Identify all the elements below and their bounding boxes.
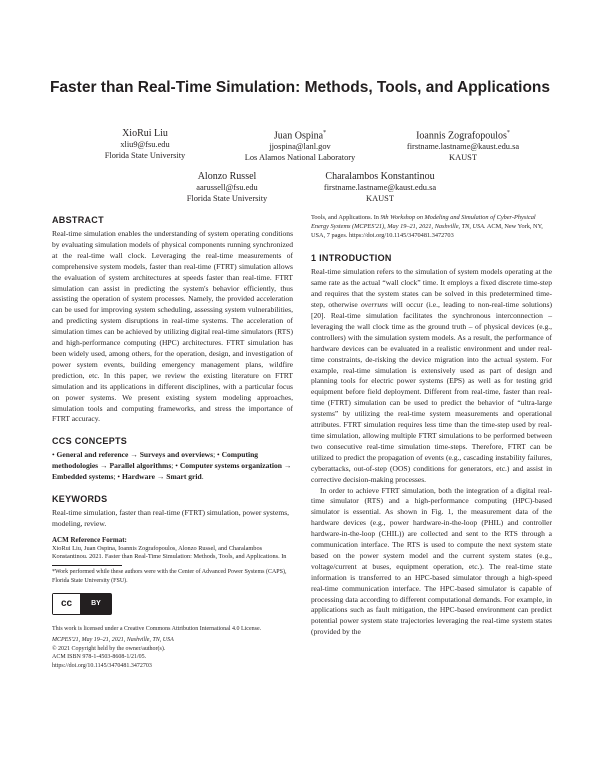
author-email: firstname.lastname@kaust.edu.sa: [406, 142, 520, 152]
author-name: Charalambos Konstantinou: [325, 171, 435, 182]
author-email: firstname.lastname@kaust.edu.sa: [323, 183, 437, 192]
license-venue: MCPES'21, May 19–21, 2021, Nashville, TN, USA: [52, 636, 174, 643]
author-affiliation: Florida State University: [104, 150, 186, 160]
ccs-general: Computer systems organization: [179, 461, 282, 471]
author-name: XioRui Liu: [122, 128, 168, 139]
author-footnote-mark: *: [506, 130, 510, 136]
cc-icon: cc: [53, 594, 81, 614]
ccs-concepts: • General and reference → Surveys and overviews; • Computing methodologies → Parallel algorithms; • Computer systems organization → Embedded systems; • Hardware → Smart grid.: [52, 450, 292, 482]
license-copyright: © 2021 Copyright held by the owner/author(s).: [52, 645, 166, 652]
author-block: [210, 127, 390, 163]
author-block: [55, 127, 235, 161]
footnote: *Work performed while these authors were with the Center of Advanced Power Systems (CAPS), Florida State University (FSU).: [52, 569, 287, 584]
reference-format-text: XioRui Liu, Juan Ospina, Ioannis Zografopoulos, Alonzo Russel, and Charalambos Konstantinou. 2021. Faster than Real-Time Simulation: Methods, Tools, and Applications. In: [52, 544, 287, 561]
ccs-general: Computing methodologies: [52, 450, 259, 471]
ccs-specific: Smart grid: [166, 472, 202, 482]
license-text: This work is licensed under a Creative Commons Attribution International 4.0 License.: [52, 626, 262, 633]
abstract-text: Real-time simulation enables the understanding of system operating conditions by evaluating simulation models of physical components running synchronized at the real-time wall clock. Leveraging the real-time measurements of comprehensive system models, faster than real-time (FTRT) simulation allows the evaluation of system architectures at speeds faster than real-time. FTRT simulation can assist in predicting the system's behavior efficiently, thus assisting the operation of system processes. Namely, the provided acceleration can be used for improving system scheduling, assessing system vulnerabilities, and predicting system disruptions in real-time systems. The acceleration of simulation times can be achieved by utilizing digital real-time simulators (RTS) and high-performance computing (HPC) architectures. FTRT simulation has been widely used, among others, for the operation, design, and investigation of power system events, building emergency management plans, wildfire prediction, etc. In this paper, we review the existing literature on FTRT simulation and its applications in different disciplines, with a particular focus on power systems. We present existing system modeling approaches, simulation tools and computing frameworks, and stress the importance of FTRT accuracy.: [52, 229, 293, 424]
license-doi: https://doi.org/10.1145/3470481.3472703: [52, 662, 152, 669]
author-email: aarussell@fsu.edu: [196, 183, 258, 192]
author-affiliation: Los Alamos National Laboratory: [244, 152, 356, 162]
ccs-specific: Embedded systems: [52, 472, 114, 482]
ccs-general: General and reference: [56, 450, 129, 460]
author-name: Alonzo Russel: [197, 171, 257, 182]
left-column: [52, 214, 293, 670]
keywords-text: Real-time simulation, faster than real-time (FTRT) simulation, power systems, modeling, review.: [52, 508, 290, 528]
abstract-heading: ABSTRACT: [52, 215, 104, 225]
license-isbn: ACM ISBN 978-1-4503-8608-1/21/05.: [52, 654, 147, 661]
author-email: jjospina@lanl.gov: [269, 142, 331, 152]
introduction-heading: 1 INTRODUCTION: [311, 253, 392, 264]
keywords-heading: KEYWORDS: [52, 494, 108, 505]
by-icon: BY: [81, 594, 111, 614]
reference-format-continued: Tools, and Applications. In 9th Workshop on Modeling and Simulation of Cyber-Physical Energy Systems (MCPES'21), May 19–21, 2021, Nashville, TN, USA. ACM, New York, NY, USA, 7 pages. https://doi.org/10.1145/3470481.3472703: [311, 214, 543, 239]
ccs-specific: Surveys and overviews: [139, 450, 214, 460]
introduction-paragraph: In order to achieve FTRT simulation, both the integration of a digital real-time simulator (RTS) and a high-performance computing (HPC)-based simulator is essential. As shown in Fig. 1, the measurement data of the hardware devices (e.g., power hardware-in-the-loop (PHIL) and controller hardware-in-the-loop (CHIL)) are collected and sent to the RTS through a communication interface. The RTS is used to compute the next system state based on the power system model and the current system states (e.g., voltage/current at buses, equipment operation, etc.). The real-time state information is transferred to an HPC-based simulator through a high-speed real-time communication interface. The HPC-based simulator is capable of processing data according to different computational demands. For example, in applications such as fault mitigation, the HPC-based environment can predict potential power system state trajectories leveraging the real-time system states (provided by the: [311, 485, 552, 637]
author-name: Juan Ospina*: [273, 130, 327, 142]
author-footnote-mark: *: [323, 130, 327, 136]
cc-license-badge: [52, 593, 112, 615]
ccs-heading: CCS CONCEPTS: [52, 436, 128, 447]
paper-title: Faster than Real-Time Simulation: Methods, Tools, and Applications: [49, 79, 551, 96]
author-affiliation: KAUST: [366, 193, 394, 203]
author-affiliation: Florida State University: [186, 193, 268, 203]
author-email: xliu9@fsu.edu: [120, 140, 170, 149]
author-block: [290, 170, 470, 204]
ccs-specific: Parallel algorithms: [109, 461, 172, 471]
author-name: Ioannis Zografopoulos*: [416, 130, 510, 142]
introduction-paragraph: Real-time simulation refers to the simulation of system models operating at the same rate as the actual “wall clock” time. It employs a fixed discrete time-step and requires that the system states can be solved in this predetermined time-step, otherwise overruns will occur (i.e., leading to non-real-time solutions) [20]. Real-time simulation facilitates the synchronous interconnection – leveraging the wall clock time as the ground truth – of physical devices (e.g., controllers) with the simulation system models. As a result, the performance of hardware devices can be evaluated in a realistic environment and under real-time constraints, de-risking the device migration into the actual system. For example, real-time simulation is extensively used as part of design and planning tools for electric power systems (EPS) as well as for testing grid equipment before field deployment. Different from real-time, faster than real-time (FTRT) simulation can be used to predict the behavior of “ultra-large systems” by utilizing the real-time system measurements and operational attributes. FTRT simulation requires less time than the time-step used by real-time simulation, allowing multiple FTRT simulations to be performed between two consecutive real-time simulation time-steps. Therefore, FTRT can be utilized to predict the propagation of events (e.g., cascading instability failures, cyberattacks, out-of-step (OOS) conditions for generators, etc.) and assist in corrective decision-making processes.: [311, 267, 552, 484]
footnote-rule: [52, 565, 122, 566]
ccs-general: Hardware: [121, 472, 155, 482]
right-column: [311, 214, 552, 638]
author-affiliation: KAUST: [449, 152, 477, 162]
author-block: [373, 127, 553, 163]
reference-format-heading: ACM Reference Format:: [52, 535, 127, 544]
